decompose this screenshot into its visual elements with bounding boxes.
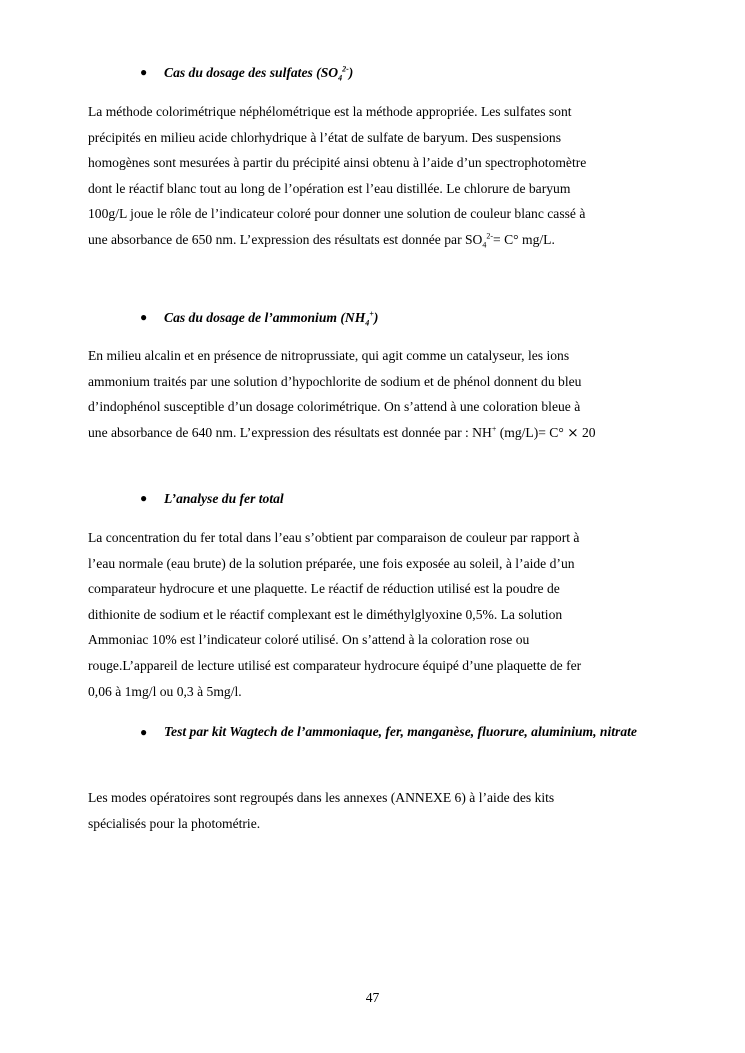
- heading-text: L’analyse du fer total: [164, 491, 284, 506]
- bullet-icon: ●: [140, 491, 148, 505]
- text-line: 100g/L joue le rôle de l’indicateur coloré pour donner une solution de couleur blanc cassé à: [88, 206, 586, 222]
- page-number: 47: [365, 990, 380, 1005]
- heading-text: Cas du dosage des sulfates $(SO_4^{2-})$: [164, 64, 354, 83]
- text-line: l’eau normale (eau brute) de la solution préparée, une fois exposée au soleil, à l’aide d’un: [88, 555, 575, 571]
- paragraph-ammonium: [88, 343, 658, 445]
- text-line: Les modes opératoires sont regroupés dans les annexes (ANNEXE 6) à l’aide des kits: [88, 790, 555, 805]
- text-line: précipités en milieu acide chlorhydrique à l’état de sulfate de baryum. Des suspensions: [88, 129, 561, 145]
- text-line: dithionite de sodium et le réactif complexant est le diméthylglyoxine 0,5%. La solution: [88, 606, 563, 622]
- bullet-icon: ●: [140, 725, 148, 739]
- text-line: dont le réactif blanc tout au long de l’opération est l’eau distillée. Le chlorure de baryum: [88, 180, 571, 196]
- bullet-icon: ●: [140, 310, 148, 324]
- paragraph-kit-wagtech: [88, 785, 658, 836]
- paragraph-sulfates: [88, 99, 658, 253]
- text-line: La concentration du fer total dans l’eau s’obtient par comparaison de couleur par rapport à: [88, 530, 580, 545]
- text-line: En milieu alcalin et en présence de nitroprussiate, qui agit comme un catalyseur, les ions: [88, 348, 570, 363]
- text-line: La méthode colorimétrique néphélométrique est la méthode appropriée. Les sulfates sont: [88, 104, 572, 119]
- text-line: ammonium traités par une solution d’hypochlorite de sodium et de phénol donnent du bleu: [88, 373, 582, 389]
- text-line: 0,06 à 1mg/l ou 0,3 à 5mg/l.: [88, 683, 242, 699]
- text-line: Ammoniac 10% est l’indicateur coloré utilisé. On s’attend à la coloration rose ou: [88, 632, 530, 648]
- text-line: homogènes sont mesurées à partir du précipité ainsi obtenu à l’aide d’un spectrophotomètre: [88, 155, 587, 171]
- text-line: spécialisés pour la photométrie.: [88, 815, 261, 831]
- bullet-icon: ●: [140, 65, 148, 79]
- heading-text: Test par kit Wagtech de l’ammoniaque, fer, manganèse, fluorure, aluminium, nitrate: [164, 724, 637, 739]
- heading-text: Cas du dosage de l’ammonium $(NH_4^+)$: [164, 309, 379, 328]
- text-line: comparateur hydrocure et une plaquette. Le réactif de réduction utilisé est la poudre de: [88, 581, 560, 597]
- paragraph-fer-total: [88, 525, 658, 704]
- text-line: une absorbance de 640 nm. L’expression des résultats est donnée par : NH+ (mg/L)= C° ⨯ 20: [88, 424, 596, 440]
- text-line: rouge.L’appareil de lecture utilisé est comparateur hydrocure équipé d’une plaquette de fer: [88, 657, 582, 673]
- text-line: une absorbance de 650 nm. L’expression des résultats est donnée par $SO_4^{2-}= C^\circ$ mg/L.: [88, 231, 555, 250]
- text-line: d’indophénol susceptible d’un dosage colorimétrique. On s’attend à une coloration bleue à: [88, 399, 581, 415]
